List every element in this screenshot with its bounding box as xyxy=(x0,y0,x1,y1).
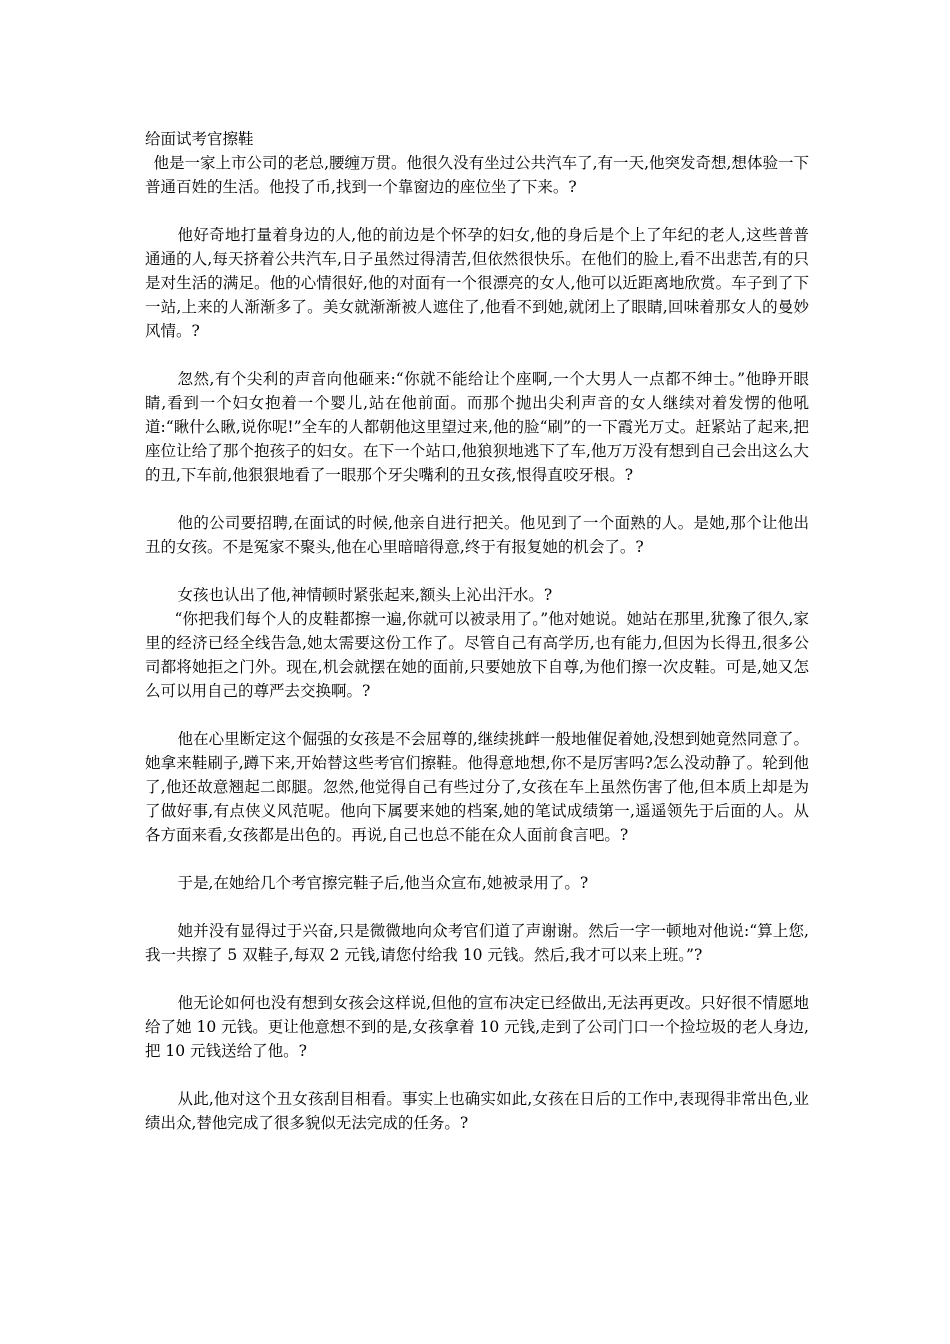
paragraph-1: 他是一家上市公司的老总,腰缠万贯。他很久没有坐过公共汽车了,有一天,他突发奇想,想体验一下普通百姓的生活。他投了币,找到一个靠窗边的座位坐了下来。? xyxy=(145,154,809,196)
document-page xyxy=(145,127,809,1135)
paragraph-spacer xyxy=(145,703,809,727)
paragraph-spacer xyxy=(145,559,809,583)
paragraph-spacer xyxy=(145,199,809,223)
paragraph-spacer xyxy=(145,343,809,367)
paragraph-10: 他无论如何也没有想到女孩会这样说,但他的宣布决定已经做出,无法再更改。只好很不情愿地给了她 10 元钱。更让他意想不到的是,女孩拿着 10 元钱,走到了公司门口一个捡垃圾的老人身边,把 10 元钱送给了他。? xyxy=(145,994,809,1060)
paragraph-7: 他在心里断定这个倔强的女孩是不会屈尊的,继续挑衅一般地催促着她,没想到她竟然同意了。她拿来鞋刷子,蹲下来,开始替这些考官们擦鞋。他得意地想,你不是厉害吗?怎么没动静了。轮到他了,他还故意翘起二郎腿。忽然,他觉得自己有些过分了,女孩在车上虽然伤害了他,但本质上却是为了做好事,有点侠义风范呢。他向下属要来她的档案,她的笔试成绩第一,遥遥领先于后面的人。从各方面来看,女孩都是出色的。再说,自己也总不能在众人面前食言吧。? xyxy=(145,730,809,844)
paragraph-4: 他的公司要招聘,在面试的时候,他亲自进行把关。他见到了一个面熟的人。是她,那个让他出丑的女孩。不是冤家不聚头,他在心里暗暗得意,终于有报复她的机会了。? xyxy=(145,514,809,556)
paragraph-5: 女孩也认出了他,神情顿时紧张起来,额头上沁出汗水。? xyxy=(177,586,553,604)
paragraph-9: 她并没有显得过于兴奋,只是微微地向众考官们道了声谢谢。然后一字一顿地对他说:“算上您,我一共擦了 5 双鞋子,每双 2 元钱,请您付给我 10 元钱。然后,我才可以来上班。”? xyxy=(145,922,809,964)
paragraph-6: “你把我们每个人的皮鞋都擦一遍,你就可以被录用了。”他对她说。她站在那里,犹豫了很久,家里的经济已经全线告急,她太需要这份工作了。尽管自己有高学历,也有能力,但因为长得丑,很多公司都将她拒之门外。现在,机会就摆在她的面前,只要她放下自尊,为他们擦一次皮鞋。可是,她又怎么可以用自己的尊严去交换啊。? xyxy=(145,610,809,700)
paragraph-11: 从此,他对这个丑女孩刮目相看。事实上也确实如此,女孩在日后的工作中,表现得非常出色,业绩出众,替他完成了很多貌似无法完成的任务。? xyxy=(145,1090,809,1132)
paragraph-8: 于是,在她给几个考官擦完鞋子后,他当众宣布,她被录用了。? xyxy=(177,874,589,892)
paragraph-spacer xyxy=(145,847,809,871)
paragraph-spacer xyxy=(145,1063,809,1087)
paragraph-3: 忽然,有个尖利的声音向他砸来:“你就不能给让个座啊,一个大男人一点都不绅士。”他睁开眼睛,看到一个妇女抱着一个婴儿,站在他前面。而那个抛出尖利声音的女人继续对着发愣的他吼道:“瞅什么瞅,说你呢!”全车的人都朝他这里望过来,他的脸“刷”的一下霞光万丈。赶紧站了起来,把座位让给了那个抱孩子的妇女。在下一个站口,他狼狈地逃下了车,他万万没有想到自己会出这么大的丑,下车前,他狠狠地看了一眼那个牙尖嘴利的丑女孩,恨得直咬牙根。? xyxy=(145,370,809,484)
paragraph-2: 他好奇地打量着身边的人,他的前边是个怀孕的妇女,他的身后是个上了年纪的老人,这些普普通通的人,每天挤着公共汽车,日子虽然过得清苦,但依然很快乐。在他们的脸上,看不出悲苦,有的只是对生活的满足。他的心情很好,他的对面有一个很漂亮的女人,他可以近距离地欣赏。车子到了下一站,上来的人渐渐多了。美女就渐渐被人遮住了,他看不到她,就闭上了眼睛,回味着那女人的曼妙风情。? xyxy=(145,226,809,340)
paragraph-spacer xyxy=(145,967,809,991)
document-title: 给面试考官擦鞋 xyxy=(145,130,254,148)
paragraph-spacer xyxy=(145,487,809,511)
paragraph-spacer xyxy=(145,895,809,919)
